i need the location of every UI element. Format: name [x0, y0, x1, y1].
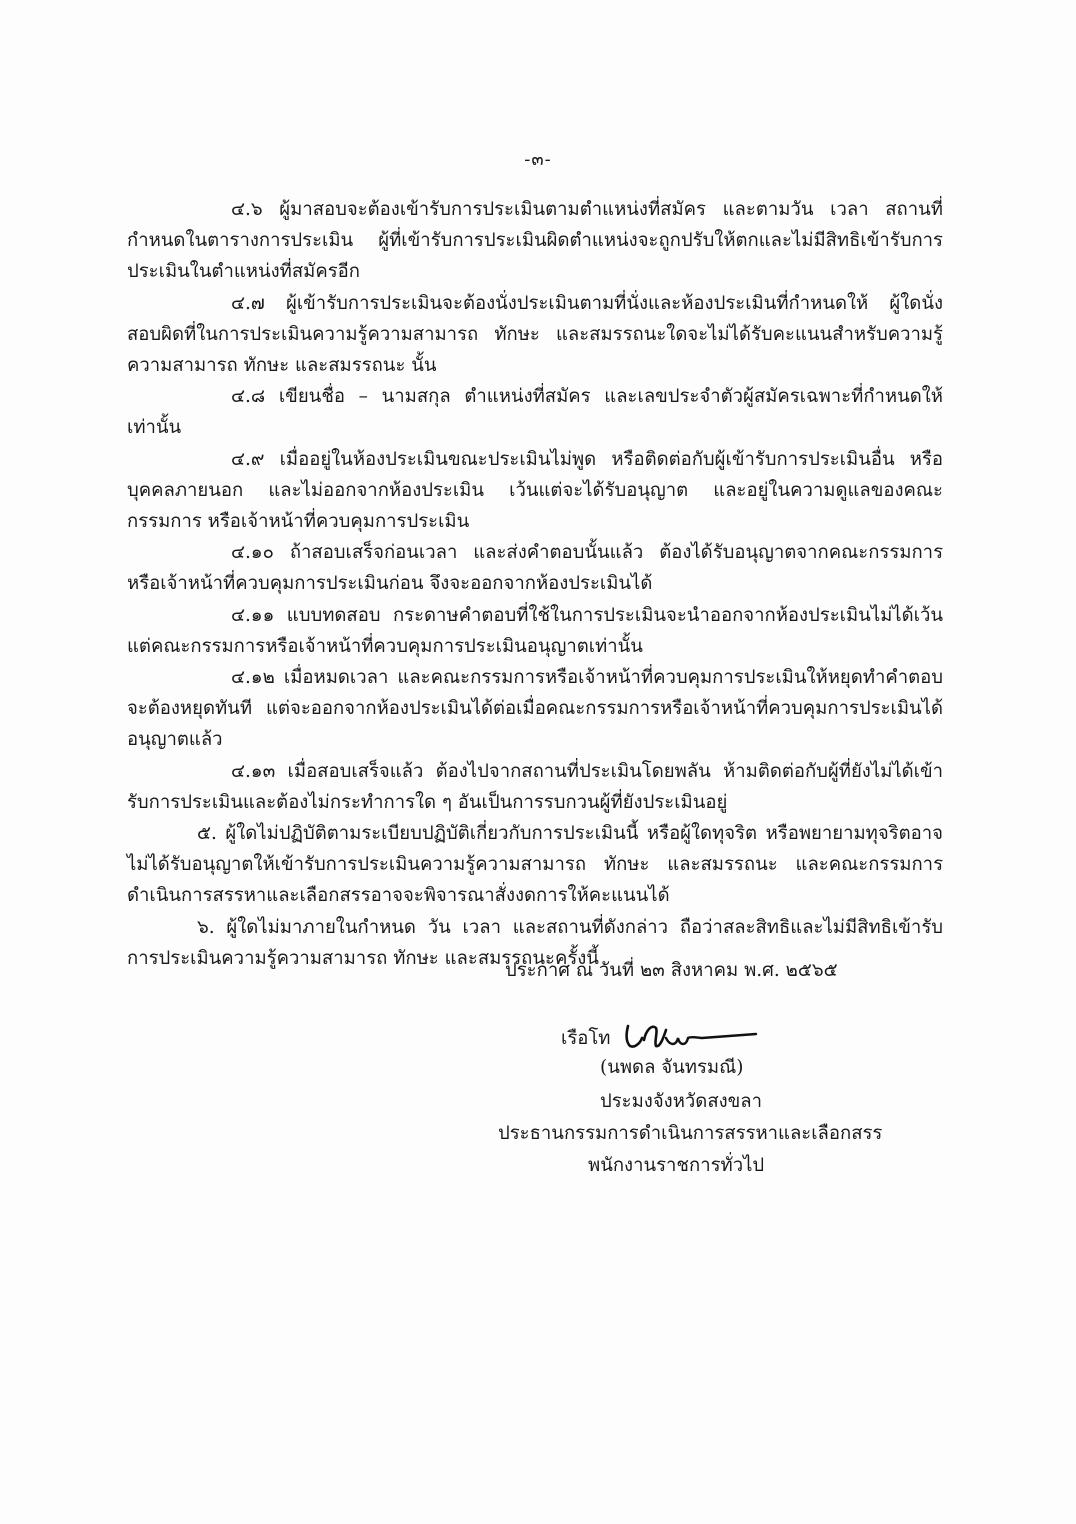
clause-4-7: ๔.๗ ผู้เข้ารับการประเมินจะต้องนั่งประเมินตามที่นั่งและห้องประเมินที่กำหนดให้ ผู้ใดนั่งสอบผิดที่ในการประเมินความรู้ความสามารถ ทักษะ และสมรรถนะใดจะไม่ได้รับคะแนนสำหรับความรู้ความสามารถ ทักษะ และสมรรถนะ นั้น	[127, 292, 943, 377]
page-number: -๓-	[524, 149, 552, 170]
signer-title: ประมงจังหวัดสงขลา	[600, 1091, 763, 1112]
clause-4-6: ๔.๖ ผู้มาสอบจะต้องเข้ารับการประเมินตามตำแหน่งที่สมัคร และตามวัน เวลา สถานที่กำหนดในตารางการประเมิน ผู้ที่เข้ารับการประเมินผิดตำแหน่งจะถูกปรับให้ตกและไม่มีสิทธิเข้ารับการประเมินในตำแหน่งที่สมัครอีก	[127, 199, 943, 283]
clause-4-11: ๔.๑๑ แบบทดสอบ กระดาษคำตอบที่ใช้ในการประเมินจะนำออกจากห้องประเมินไม่ได้เว้นแต่คณะกรรมการหรือเจ้าหน้าที่ควบคุมการประเมินอนุญาตเท่านั้น	[127, 604, 943, 657]
clause-6: ๖. ผู้ใดไม่มาภายในกำหนด วัน เวลา และสถานที่ดังกล่าว ถือว่าสละสิทธิและไม่มีสิทธิเข้ารับการประเมินความรู้ความสามารถ ทักษะ และสมรรถนะครั้งนี้	[127, 916, 943, 969]
clause-4-10: ๔.๑๐ ถ้าสอบเสร็จก่อนเวลา และส่งคำตอบนั้นแล้ว ต้องได้รับอนุญาตจากคณะกรรมการหรือเจ้าหน้าที่ควบคุมการประเมินก่อน จึงจะออกจากห้องประเมินได้	[127, 542, 943, 595]
signer-rank: เรือโท	[561, 1028, 611, 1049]
signer-name: (นพดล จันทรมณี)	[600, 1057, 744, 1078]
announcement-body	[127, 194, 943, 974]
announcement-date: ประกาศ ณ วันที่ ๒๓ สิงหาคม พ.ศ. ๒๕๖๕	[505, 960, 838, 981]
handwritten-signature	[620, 1016, 760, 1056]
clause-4-13: ๔.๑๓ เมื่อสอบเสร็จแล้ว ต้องไปจากสถานที่ประเมินโดยพลัน ห้ามติดต่อกับผู้ที่ยังไม่ได้เข้ารับการประเมินและต้องไม่กระทำการใด ๆ อันเป็นการรบกวนผู้ที่ยังประเมินอยู่	[127, 760, 943, 813]
signer-committee-scope: พนักงานราชการทั่วไป	[588, 1155, 765, 1176]
clause-4-8: ๔.๘ เขียนชื่อ – นามสกุล ตำแหน่งที่สมัคร และเลขประจำตัวผู้สมัครเฉพาะที่กำหนดให้เท่านั้น	[127, 386, 943, 439]
clause-4-12: ๔.๑๒ เมื่อหมดเวลา และคณะกรรมการหรือเจ้าหน้าที่ควบคุมการประเมินให้หยุดทำคำตอบ จะต้องหยุดทันที แต่จะออกจากห้องประเมินได้ต่อเมื่อคณะกรรมการหรือเจ้าหน้าที่ควบคุมการประเมินได้อนุญาตแล้ว	[127, 667, 943, 751]
clause-4-9: ๔.๙ เมื่ออยู่ในห้องประเมินขณะประเมินไม่พูด หรือติดต่อกับผู้เข้ารับการประเมินอื่น หรือบุคคลภายนอก และไม่ออกจากห้องประเมิน เว้นแต่จะได้รับอนุญาต และอยู่ในความดูแลของคณะกรรมการ หรือเจ้าหน้าที่ควบคุมการประเมิน	[127, 448, 943, 533]
clause-5: ๕. ผู้ใดไม่ปฏิบัติตามระเบียบปฏิบัติเกี่ยวกับการประเมินนี้ หรือผู้ใดทุจริต หรือพยายามทุจริตอาจไม่ได้รับอนุญาตให้เข้ารับการประเมินความรู้ความสามารถ ทักษะ และสมรรถนะ และคณะกรรมการดำเนินการสรรหาและเลือกสรรอาจจะพิจารณาสั่งงดการให้คะแนนได้	[127, 823, 943, 907]
signer-committee-title: ประธานกรรมการดำเนินการสรรหาและเลือกสรร	[498, 1123, 883, 1144]
